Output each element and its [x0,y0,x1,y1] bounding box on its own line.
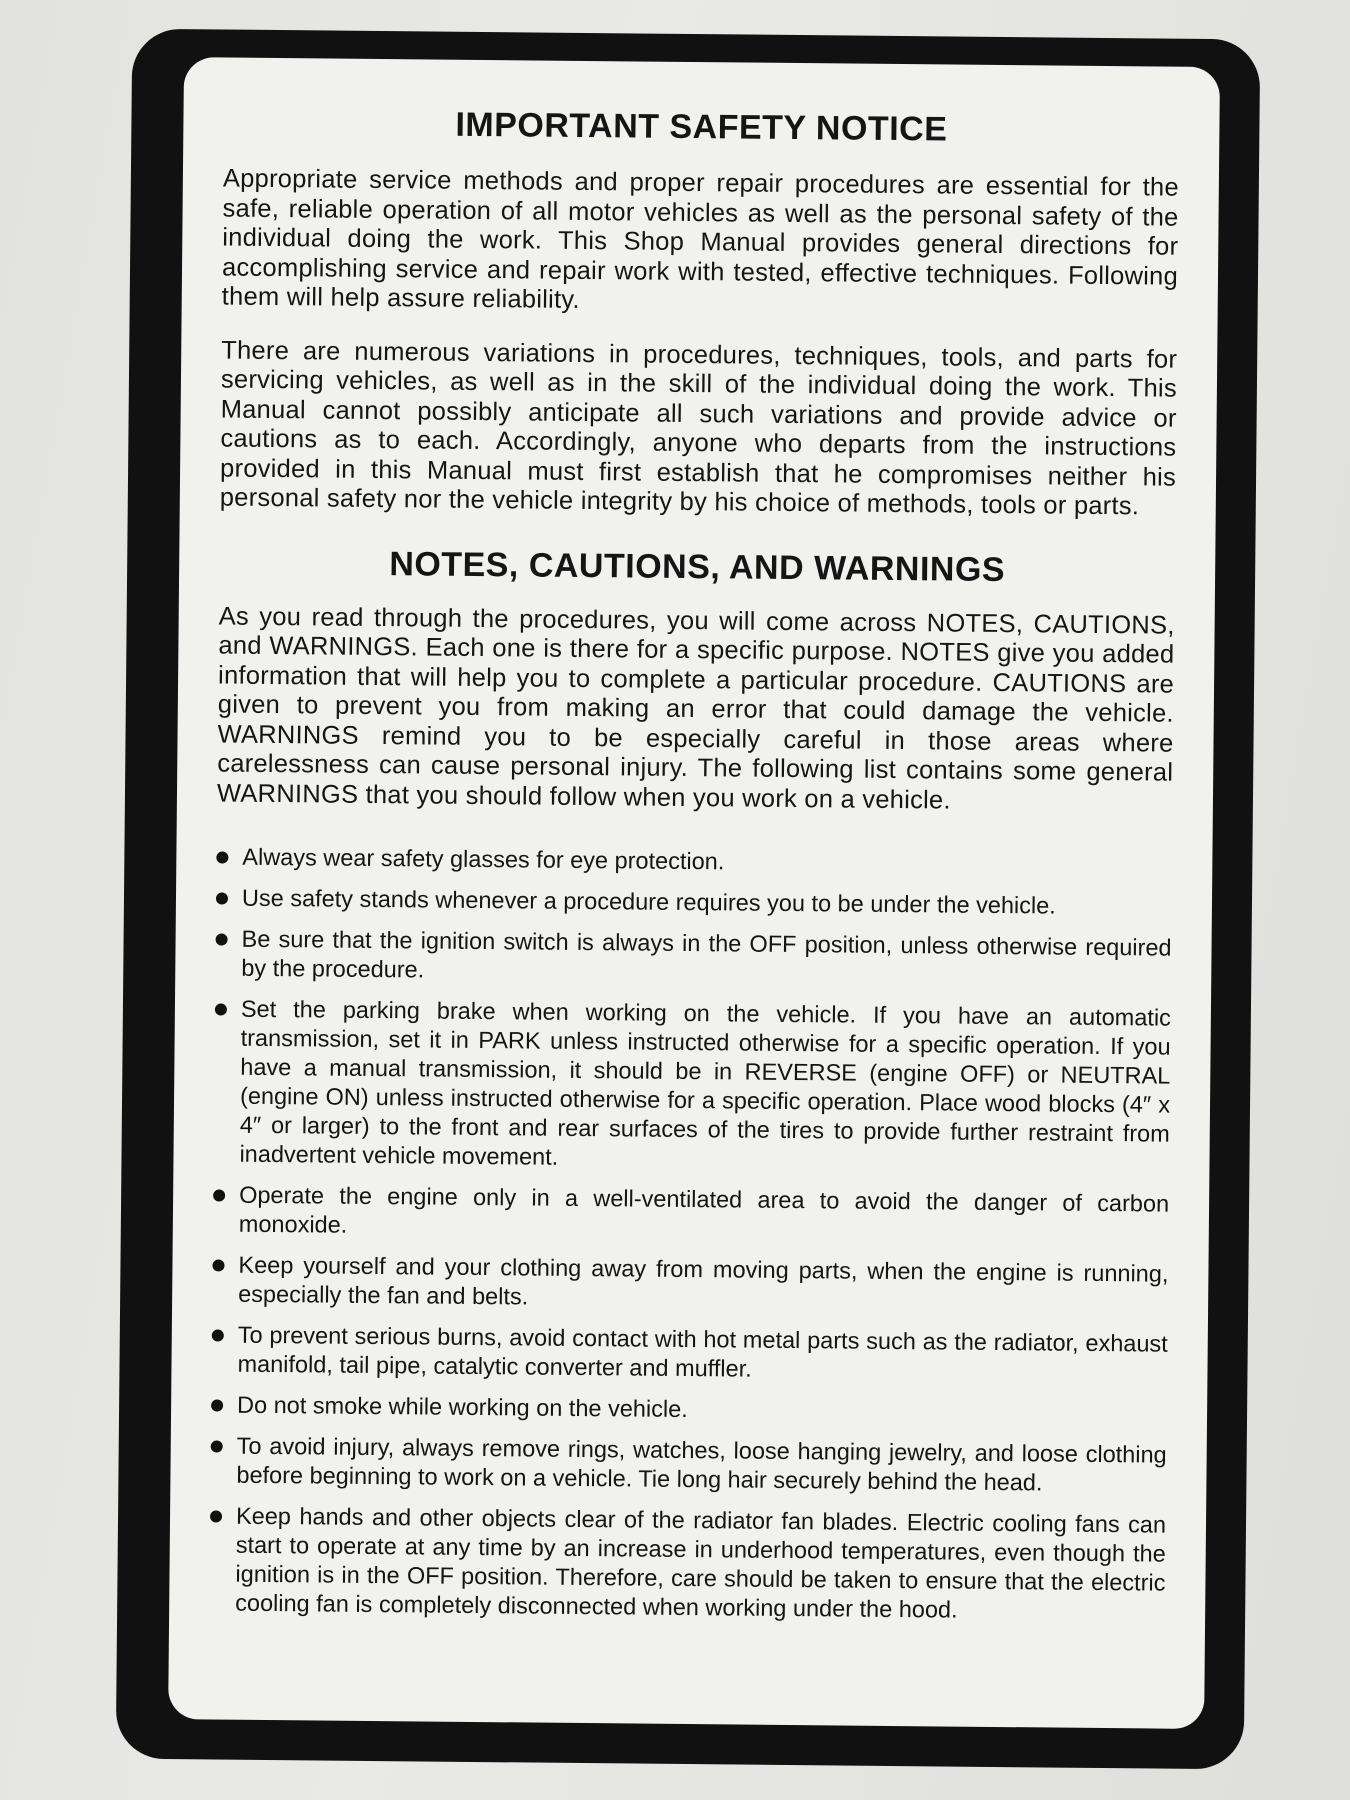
warning-text: Operate the engine only in a well-ventilated area to avoid the danger of carbon monoxide. [238,1181,1170,1238]
bullet-icon [213,1189,225,1201]
safety-paragraph-1: Appropriate service methods and proper repair procedures are essential for the safe, reliable operation of all motor vehicles as well as the personal safety of the individual doing the work. This Shop Manual provides general directions for accomplishing service and repair work with tested, effective techniques. Following them will help assure reliability. [221,164,1179,314]
warning-text: Use safety stands whenever a procedure requires you to be under the vehicle. [241,884,1056,919]
warning-item [211,1320,1168,1387]
bullet-icon [215,1003,227,1015]
warning-text: Keep yourself and your clothing away from moving parts, when the engine is running, especially the fan and belts. [238,1251,1169,1310]
warning-text: Always wear safety glasses for eye protection. [242,843,725,875]
warning-text: Set the parking brake when working on the vehicle. If you have an automatic transmission, set it in PARK unless instructed otherwise for a specific operation. If you have a manual transmission, it should be in REVERSE (engine OFF) or NEUTRAL (engine ON) unless instructed otherwise for a specific operation. Place wood blocks (4″ x 4″ or larger) to the front and rear surfaces of the tires to provide further restraint from inadvertent vehicle movement. [239,995,1172,1170]
warning-item [212,1250,1169,1317]
notes-cautions-warnings-heading: NOTES, CAUTIONS, AND WARNINGS [389,544,1006,589]
bullet-icon [210,1510,222,1522]
warning-text: Do not smoke while working on the vehicle. [237,1391,688,1423]
warning-item [210,1431,1167,1498]
warning-text: To avoid injury, always remove rings, watches, loose hanging jewelry, and loose clothing before beginning to work on a vehicle. Tie long hair securely behind the head. [236,1432,1167,1496]
bullet-icon [211,1440,223,1452]
warning-item [215,924,1172,991]
bullet-icon [212,1259,224,1271]
safety-notice-panel [168,57,1220,1729]
safety-notice-card [116,29,1261,1770]
bullet-icon [212,1329,224,1341]
warning-item [213,994,1171,1177]
warning-item [216,883,1172,921]
warning-item [209,1501,1166,1626]
warning-item [213,1180,1170,1247]
warning-text: To prevent serious burns, avoid contact with hot metal parts such as the radiator, exhaust manifold, tail pipe, catalytic converter and muffler. [237,1321,1168,1382]
warnings-list [209,842,1172,1626]
bullet-icon [216,851,228,863]
warning-text: Be sure that the ignition switch is always in the OFF position, unless otherwise required by the procedure. [241,925,1172,983]
important-safety-notice-heading: IMPORTANT SAFETY NOTICE [455,105,948,149]
notes-intro-paragraph: As you read through the procedures, you will come across NOTES, CAUTIONS, and WARNINGS. Each one is there for a specific purpose. NOTES give you added information that will help you to complete a particular procedure. CAUTIONS are given to prevent you from making an error that could damage the vehicle. WARNINGS remind you to be especially careful in those areas where carelessness can cause personal injury. The following list contains some general WARNINGS that you should follow when you work on a vehicle. [216,601,1175,815]
bullet-icon [216,933,228,945]
warning-item [211,1390,1167,1428]
safety-paragraph-2: There are numerous variations in procedures, techniques, tools, and parts for servicing vehicles, as well as in the skill of the individual doing the work. This Manual cannot possibly anticipate all such variations and provide advice or cautions as to each. Accordingly, anyone who departs from the instructions provided in this Manual must first establish that he compromises neither his personal safety nor the vehicle integrity by his choice of methods, tools or parts. [219,335,1178,521]
warning-item [216,842,1172,880]
warning-text: Keep hands and other objects clear of the radiator fan blades. Electric cooling fans can start to operate at any time by an increase in underhood temperatures, even though the ignition is in the OFF position. Therefore, care should be taken to ensure that the electric cooling fan is completely disconnected when working under the hood. [235,1502,1167,1623]
bullet-icon [216,892,228,904]
bullet-icon [211,1399,223,1411]
